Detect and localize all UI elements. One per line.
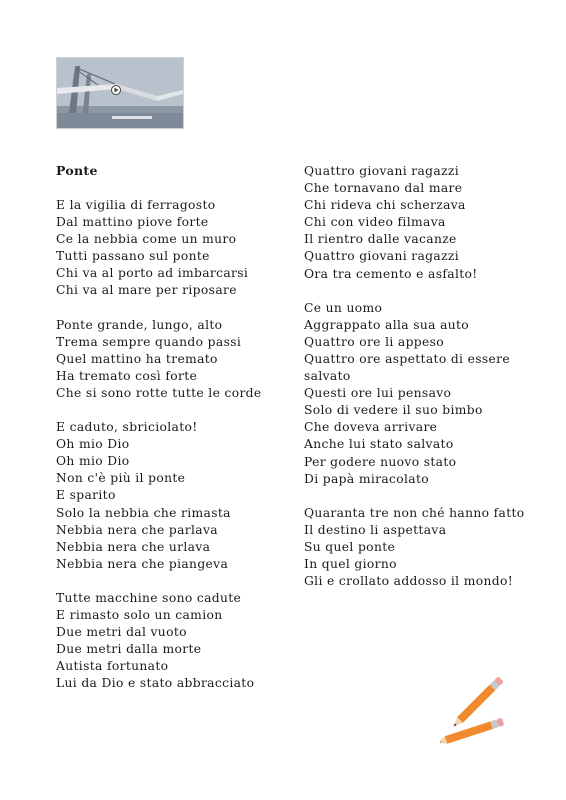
poem-line: Solo di vedere il suo bimbo [304,403,483,418]
poem-line: Due metri dal vuoto [56,625,187,640]
poem-line: E sparito [56,488,116,503]
poem-line: Chi con video filmava [304,215,446,230]
poem-line: Nebbia nera che piangeva [56,556,229,571]
poem-line: Che doveva arrivare [304,420,438,435]
poem-line: Che si sono rotte tutte le corde [56,385,262,400]
poem-line: Per godere nuovo stato [304,454,457,469]
poem-line: Ora tra cemento e asfalto! [304,266,478,281]
poem-line: Ponte grande, lungo, alto [56,317,223,332]
poem-line: Questi ore lui pensavo [304,386,452,401]
poem-line: Quattro giovani ragazzi [304,164,460,178]
stanza [56,419,306,573]
poem-line: Aggrappato alla sua auto [304,317,470,332]
poem-line: Non c'è più il ponte [56,471,186,486]
poem-title: Ponte [56,163,98,178]
poem-line: Trema sempre quando passi [56,334,242,349]
poem-line: Di papà miracolato [304,471,430,486]
poem-line: Il destino li aspettava [304,522,447,537]
poem-line: Nebbia nera che urlava [56,539,211,554]
poem-line: Oh mio Dio [56,454,130,469]
poem-line: E rimasto solo un camion [56,607,223,622]
left-column [56,197,306,709]
poem-line: Solo la nebbia che rimasta [56,505,231,520]
poem-line: Quattro giovani ragazzi [304,249,460,264]
poem-line: Il rientro dalle vacanze [304,232,457,247]
poem-line: Chi rideva chi scherzava [304,198,466,213]
poem-line: Quel mattino ha tremato [56,351,218,366]
poem-line: Che tornavano dal mare [304,181,463,196]
poem-line: Lui da Dio e stato abbracciato [56,676,255,691]
poem-line: Tutti passano sul ponte [56,249,210,264]
stanza [304,163,529,283]
poem-line: Quattro ore li appeso [304,334,445,349]
poem-line: Ha tremato così forte [56,368,198,383]
poem-line: Tutte macchine sono cadute [56,590,242,605]
poem-line: Quaranta tre non ché hanno fatto [304,505,525,520]
poem-line: Dal mattino piove forte [56,215,209,230]
poem-line: In quel giorno [304,556,397,571]
poem-line: E la vigilia di ferragosto [56,198,216,212]
collapsed-bridge-icon [57,58,183,128]
right-column [304,163,529,607]
stanza [56,317,306,402]
poem-line: Nebbia nera che parlava [56,522,218,537]
stanza [304,505,529,590]
poem-line: Chi va al porto ad imbarcarsi [56,266,249,281]
poem-line: E caduto, sbriciolato! [56,420,198,435]
poem-line: Ce la nebbia come un muro [56,232,237,247]
poem-line: Due metri dalla morte [56,642,202,657]
poem-line: Chi va al mare per riposare [56,283,237,298]
stanza [304,300,529,488]
poem-line: Gli e crollato addosso il mondo! [304,574,513,589]
poem-line: Oh mio Dio [56,437,130,452]
bridge-photo [56,57,184,129]
stanza [56,197,306,300]
stanza [56,590,306,693]
poem-line: Ce un uomo [304,300,383,315]
poem-line: Autista fortunato [56,659,169,674]
poem-line: Su quel ponte [304,539,396,554]
pencils-icon [440,672,520,752]
poem-line: Anche lui stato salvato [304,437,454,452]
poem-line: Quattro ore aspettato di essere salvato [304,351,511,384]
